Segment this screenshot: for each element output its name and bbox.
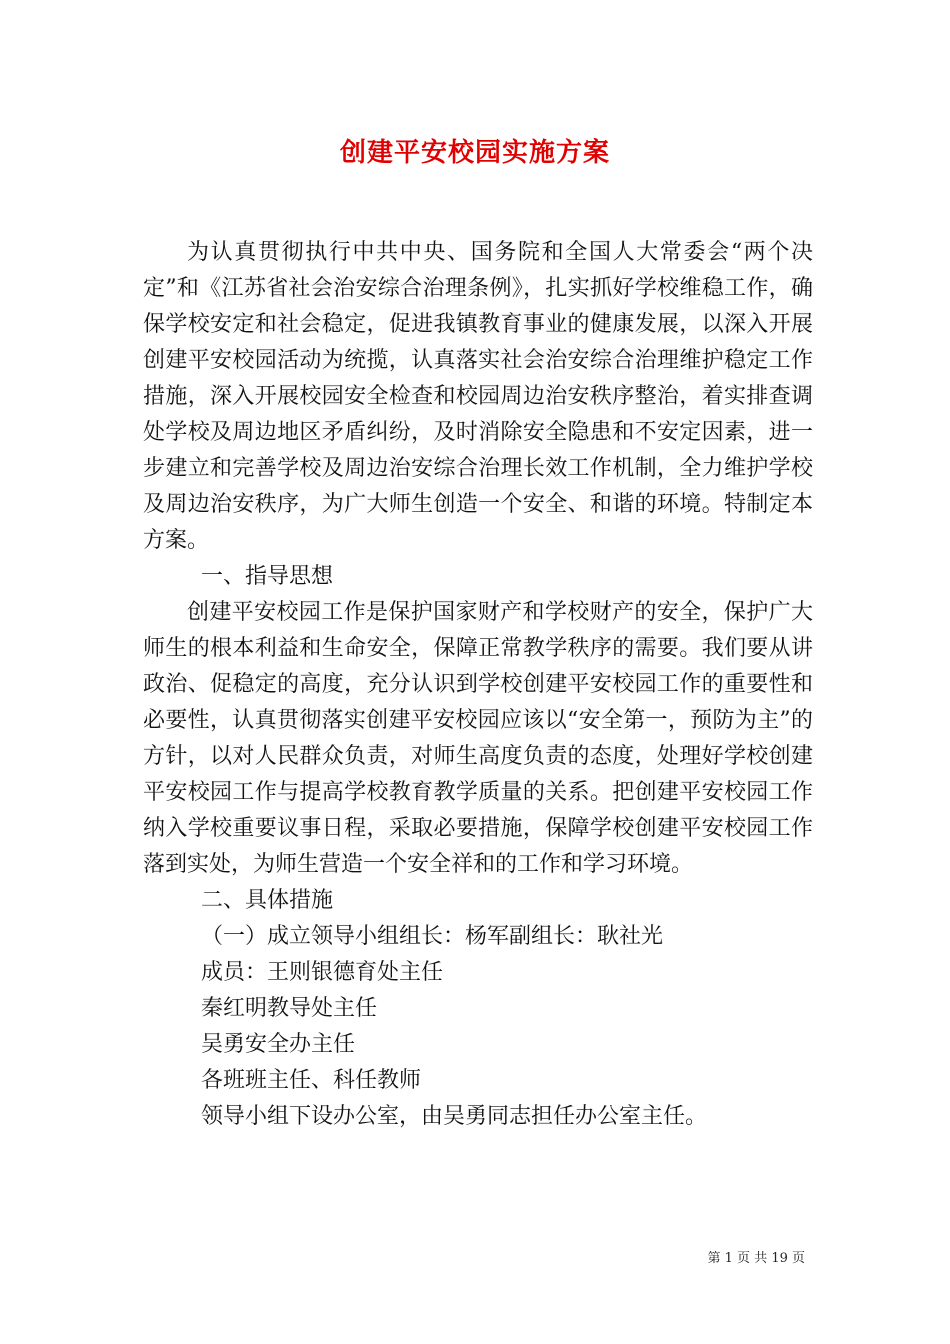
intro-paragraph: 为认真贯彻执行中共中央、国务院和全国人大常委会“两个决定”和《江苏省社会治安综合治理条例》，扎实抓好学校维稳工作，确保学校安定和社会稳定，促进我镇教育事业的健康发展，以深入开展创建平安校园活动为统揽，认真落实社会治安综合治理维护稳定工作措施，深入开展校园安全检查和校园周边治安秩序整治，着实排查调处学校及周边地区矛盾纠纷，及时消除安全隐患和不安定因素，进一步建立和完善学校及周边治安综合治理长效工作机制，全力维护学校及周边治安秩序，为广大师生创造一个安全、和谐的环境。特制定本方案。: [143, 240, 813, 553]
member-line: 各班班主任、科任教师: [201, 1068, 422, 1093]
member-line: 吴勇安全办主任: [201, 1032, 356, 1057]
section-heading-guiding-ideology: 一、指导思想: [201, 564, 334, 589]
section-heading-specific-measures: 二、具体措施: [201, 888, 334, 913]
document-body: [143, 235, 813, 1135]
page-number: 第 1 页 共 19 页: [707, 1251, 805, 1266]
leadership-group-line: （一）成立领导小组组长：杨军副组长：耿社光: [201, 924, 664, 949]
document-title: 创建平安校园实施方案: [339, 138, 610, 168]
member-line: 秦红明教导处主任: [201, 996, 378, 1021]
guiding-ideology-paragraph: 创建平安校园工作是保护国家财产和学校财产的安全，保护广大师生的根本利益和生命安全，保障正常教学秩序的需要。我们要从讲政治、促稳定的高度，充分认识到学校创建平安校园工作的重要性和必要性，认真贯彻落实创建平安校园应该以“安全第一，预防为主”的方针，以对人民群众负责，对师生高度负责的态度，处理好学校创建平安校园工作与提高学校教育教学质量的关系。把创建平安校园工作纳入学校重要议事日程，采取必要措施，保障学校创建平安校园工作落到实处，为师生营造一个安全祥和的工作和学习环境。: [143, 600, 813, 877]
members-line: 成员：王则银德育处主任: [201, 960, 444, 985]
office-line: 领导小组下设办公室，由吴勇同志担任办公室主任。: [201, 1104, 708, 1129]
